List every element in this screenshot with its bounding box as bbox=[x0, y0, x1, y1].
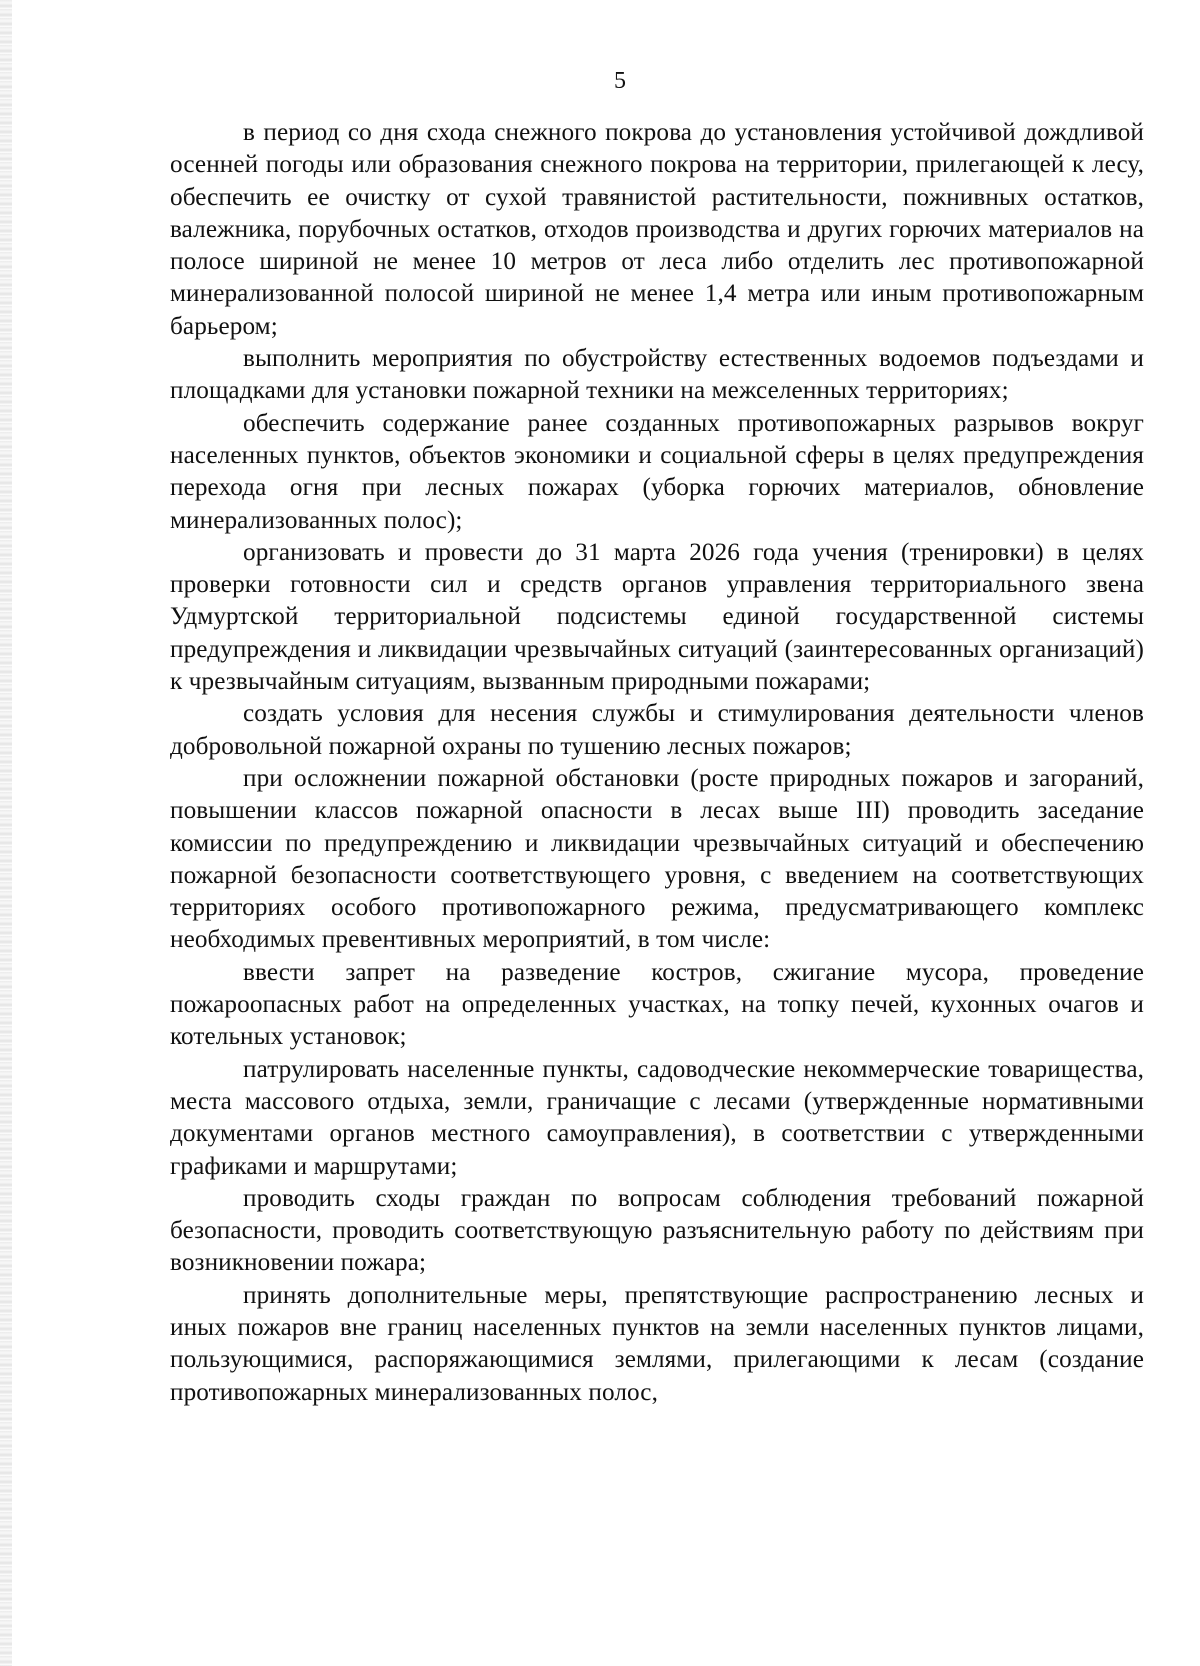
paragraph: принять дополнительные меры, препятствующие распространению лесных и иных пожаров вне границ населенных пунктов на земли населенных пунктов лицами, пользующимися, распоряжающимися землями, прилегающими к лесам (создание противопожарных минерализованных полос, bbox=[170, 1281, 1144, 1406]
paragraph: ввести запрет на разведение костров, сжигание мусора, проведение пожароопасных работ на определенных участках, на топку печей, кухонных очагов и котельных установок; bbox=[170, 958, 1144, 1051]
scan-edge bbox=[0, 0, 12, 1666]
paragraph: при осложнении пожарной обстановки (росте природных пожаров и загораний, повышении классов пожарной опасности в лесах выше III) проводить заседание комиссии по предупреждению и ликвидации чрезвычайных ситуаций и обеспечению пожарной безопасности соответствующего уровня, с введением на соответствующих территориях особого противопожарного режима, предусматривающего комплекс необходимых превентивных мероприятий, в том числе: bbox=[170, 764, 1144, 954]
paragraph: организовать и провести до 31 марта 2026 года учения (тренировки) в целях проверки готовности сил и средств органов управления территориального звена Удмуртской территориальной подсистемы единой государственной системы предупреждения и ликвидации чрезвычайных ситуаций (заинтересованных организаций) к чрезвычайным ситуациям, вызванным природными пожарами; bbox=[170, 538, 1144, 696]
paragraph: выполнить мероприятия по обустройству естественных водоемов подъездами и площадками для установки пожарной техники на межселенных территориях; bbox=[170, 345, 1144, 405]
paragraph: патрулировать населенные пункты, садоводческие некоммерческие товарищества, места массового отдыха, земли, граничащие с лесами (утвержденные нормативными документами органов местного самоуправления), в соответствии с утвержденными графиками и маршрутами; bbox=[170, 1055, 1144, 1180]
page-number: 5 bbox=[614, 68, 626, 94]
document-body bbox=[170, 117, 1144, 1409]
paragraph: проводить сходы граждан по вопросам соблюдения требований пожарной безопасности, проводить соответствующую разъяснительную работу по действиям при возникновении пожара; bbox=[170, 1184, 1144, 1277]
paragraph: обеспечить содержание ранее созданных противопожарных разрывов вокруг населенных пунктов, объектов экономики и социальной сферы в целях предупреждения перехода огня при лесных пожарах (уборка горючих материалов, обновление минерализованных полос); bbox=[170, 409, 1144, 534]
paragraph: создать условия для несения службы и стимулирования деятельности членов добровольной пожарной охраны по тушению лесных пожаров; bbox=[170, 700, 1144, 760]
paragraph: в период со дня схода снежного покрова до установления устойчивой дождливой осенней погоды или образования снежного покрова на территории, прилегающей к лесу, обеспечить ее очистку от сухой травянистой растительности, пожнивных остатков, валежника, порубочных остатков, отходов производства и других горючих материалов на полосе шириной не менее 10 метров от леса либо отделить лес противопожарной минерализованной полосой шириной не менее 1,4 метра или иным противопожарным барьером; bbox=[170, 119, 1144, 340]
